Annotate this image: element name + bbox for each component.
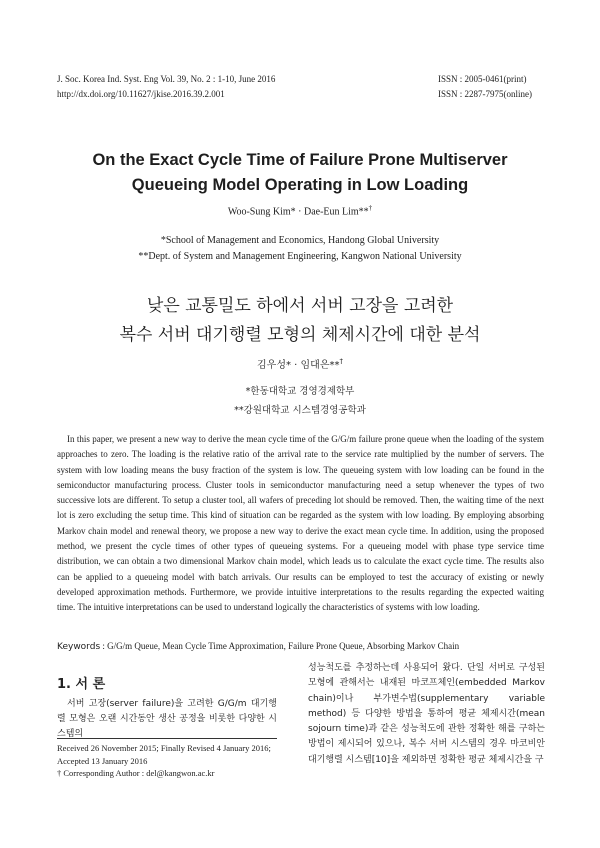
keywords-separator: :	[100, 641, 108, 651]
korean-author-names: 김우성* · 임대은**	[257, 360, 340, 371]
keywords-label: Keywords	[57, 642, 101, 652]
korean-title-line-2: 복수 서버 대기행렬 모형의 체제시간에 대한 분석	[119, 325, 481, 345]
affiliations-english	[0, 233, 600, 265]
keywords-text: G/G/m Queue, Mean Cycle Time Approximation, Failure Prone Queue, Absorbing Markov Chain	[107, 641, 460, 651]
corresponding-email: Corresponding Author : del@kangwon.ac.kr	[61, 768, 215, 778]
journal-header	[57, 72, 275, 102]
korean-affiliation-2: **강원대학교 시스템경영공학과	[234, 405, 366, 416]
keywords	[57, 641, 544, 652]
title-line-1: On the Exact Cycle Time of Failure Prone Multiserver	[92, 151, 508, 169]
paper-title-english	[40, 148, 560, 198]
corresponding-author-note	[57, 767, 282, 780]
doi-link[interactable]: http://dx.doi.org/10.11627/jkise.2016.39.2.001	[57, 89, 225, 99]
korean-affiliation-1: *한동대학교 경영경제학부	[245, 386, 355, 397]
authors-english	[0, 204, 600, 217]
corresponding-author-mark: †	[368, 204, 373, 212]
paper-title-korean	[40, 292, 560, 350]
korean-corresponding-mark: †	[339, 357, 343, 366]
received-date: Received 26 November 2015; Finally Revised 4 January 2016;	[57, 743, 271, 753]
issn-print: ISSN : 2005-0461(print)	[438, 74, 527, 84]
issn-online: ISSN : 2287-7975(online)	[438, 89, 532, 99]
body-text-right-column: 성능척도를 추정하는데 사용되어 왔다. 단일 서버로 구성된 모형에 관해서는 내재된 마코프체인(embedded Markov chain)이나 부가변수법(supplementary variable method) 등 다양한 방법을 통하여 평균 체제시간(mean sojourn time)과 같은 성능척도에 관한 정확한 해를 구하는 방법이 제시되어 있으나, 복수 서버 시스템의 경우 마코비안 대기행렬 시스템[10]을 제외하면 정확한 평균 체제시간을 구	[308, 663, 545, 765]
affiliations-korean	[0, 382, 600, 420]
accepted-date: Accepted 13 January 2016	[57, 755, 148, 766]
korean-title-line-1: 낮은 교통밀도 하에서 서버 고장을 고려한	[146, 296, 454, 316]
issn-block	[438, 72, 532, 102]
footnote-divider	[57, 738, 277, 739]
journal-citation: J. Soc. Korea Ind. Syst. Eng Vol. 39, No. 2 : 1-10, June 2016	[57, 74, 276, 84]
dagger-mark: †	[57, 768, 62, 778]
author-names: Woo-Sung Kim* · Dae-Eun Lim**	[227, 206, 369, 218]
authors-korean	[0, 356, 600, 371]
title-line-2: Queueing Model Operating in Low Loading	[131, 176, 469, 194]
abstract: In this paper, we present a new way to derive the mean cycle time of the G/G/m failure prone queue when the loading of the system approaches to zero. The loading is the relative ratio of the arrival rate to the service rate multiplied by the number of servers. The system with low loading means the busy fraction of the system is low. The queueing system with low loading can be found in the semiconductor manufacturing process. Cluster tools in semiconductor manufacturing need a setup whenever the types of two successive lots are different. To setup a cluster tool, all wafers of preceding lot should be removed. Then, the waiting time of the next lot is zero excluding the setup time. This kind of situation can be regarded as the system with low loading. By employing absorbing Markov chain model and renewal theory, we propose a new way to derive the exact mean cycle time. In addition, using the proposed method, we present the cycle times of other types of queueing systems. For a queueing model with phase type service time distribution, we can obtain a two dimensional Markov chain model, which leads us to calculate the exact cycle time. The results also can be applied to a queueing model with batch arrivals. Our results can be employed to test the accuracy of existing or newly developed approximation methods. Furthermore, we provide intuitive interpretations to the results regarding the expected waiting time. The intuitive interpretations can be used to understand logically the characteristics of systems with low loading.	[57, 434, 544, 613]
footnotes	[57, 742, 282, 780]
body-text-left-column: 서버 고장(server failure)을 고려한 G/G/m 대기행렬 모형은 오랜 시간동안 생산 공정을 비롯한 다양한 시스템의	[57, 699, 277, 739]
section-heading-introduction: 1. 서 론	[57, 677, 106, 692]
affiliation-2: **Dept. of System and Management Engineering, Kangwon National University	[138, 251, 462, 262]
affiliation-1: *School of Management and Economics, Handong Global University	[160, 235, 440, 246]
